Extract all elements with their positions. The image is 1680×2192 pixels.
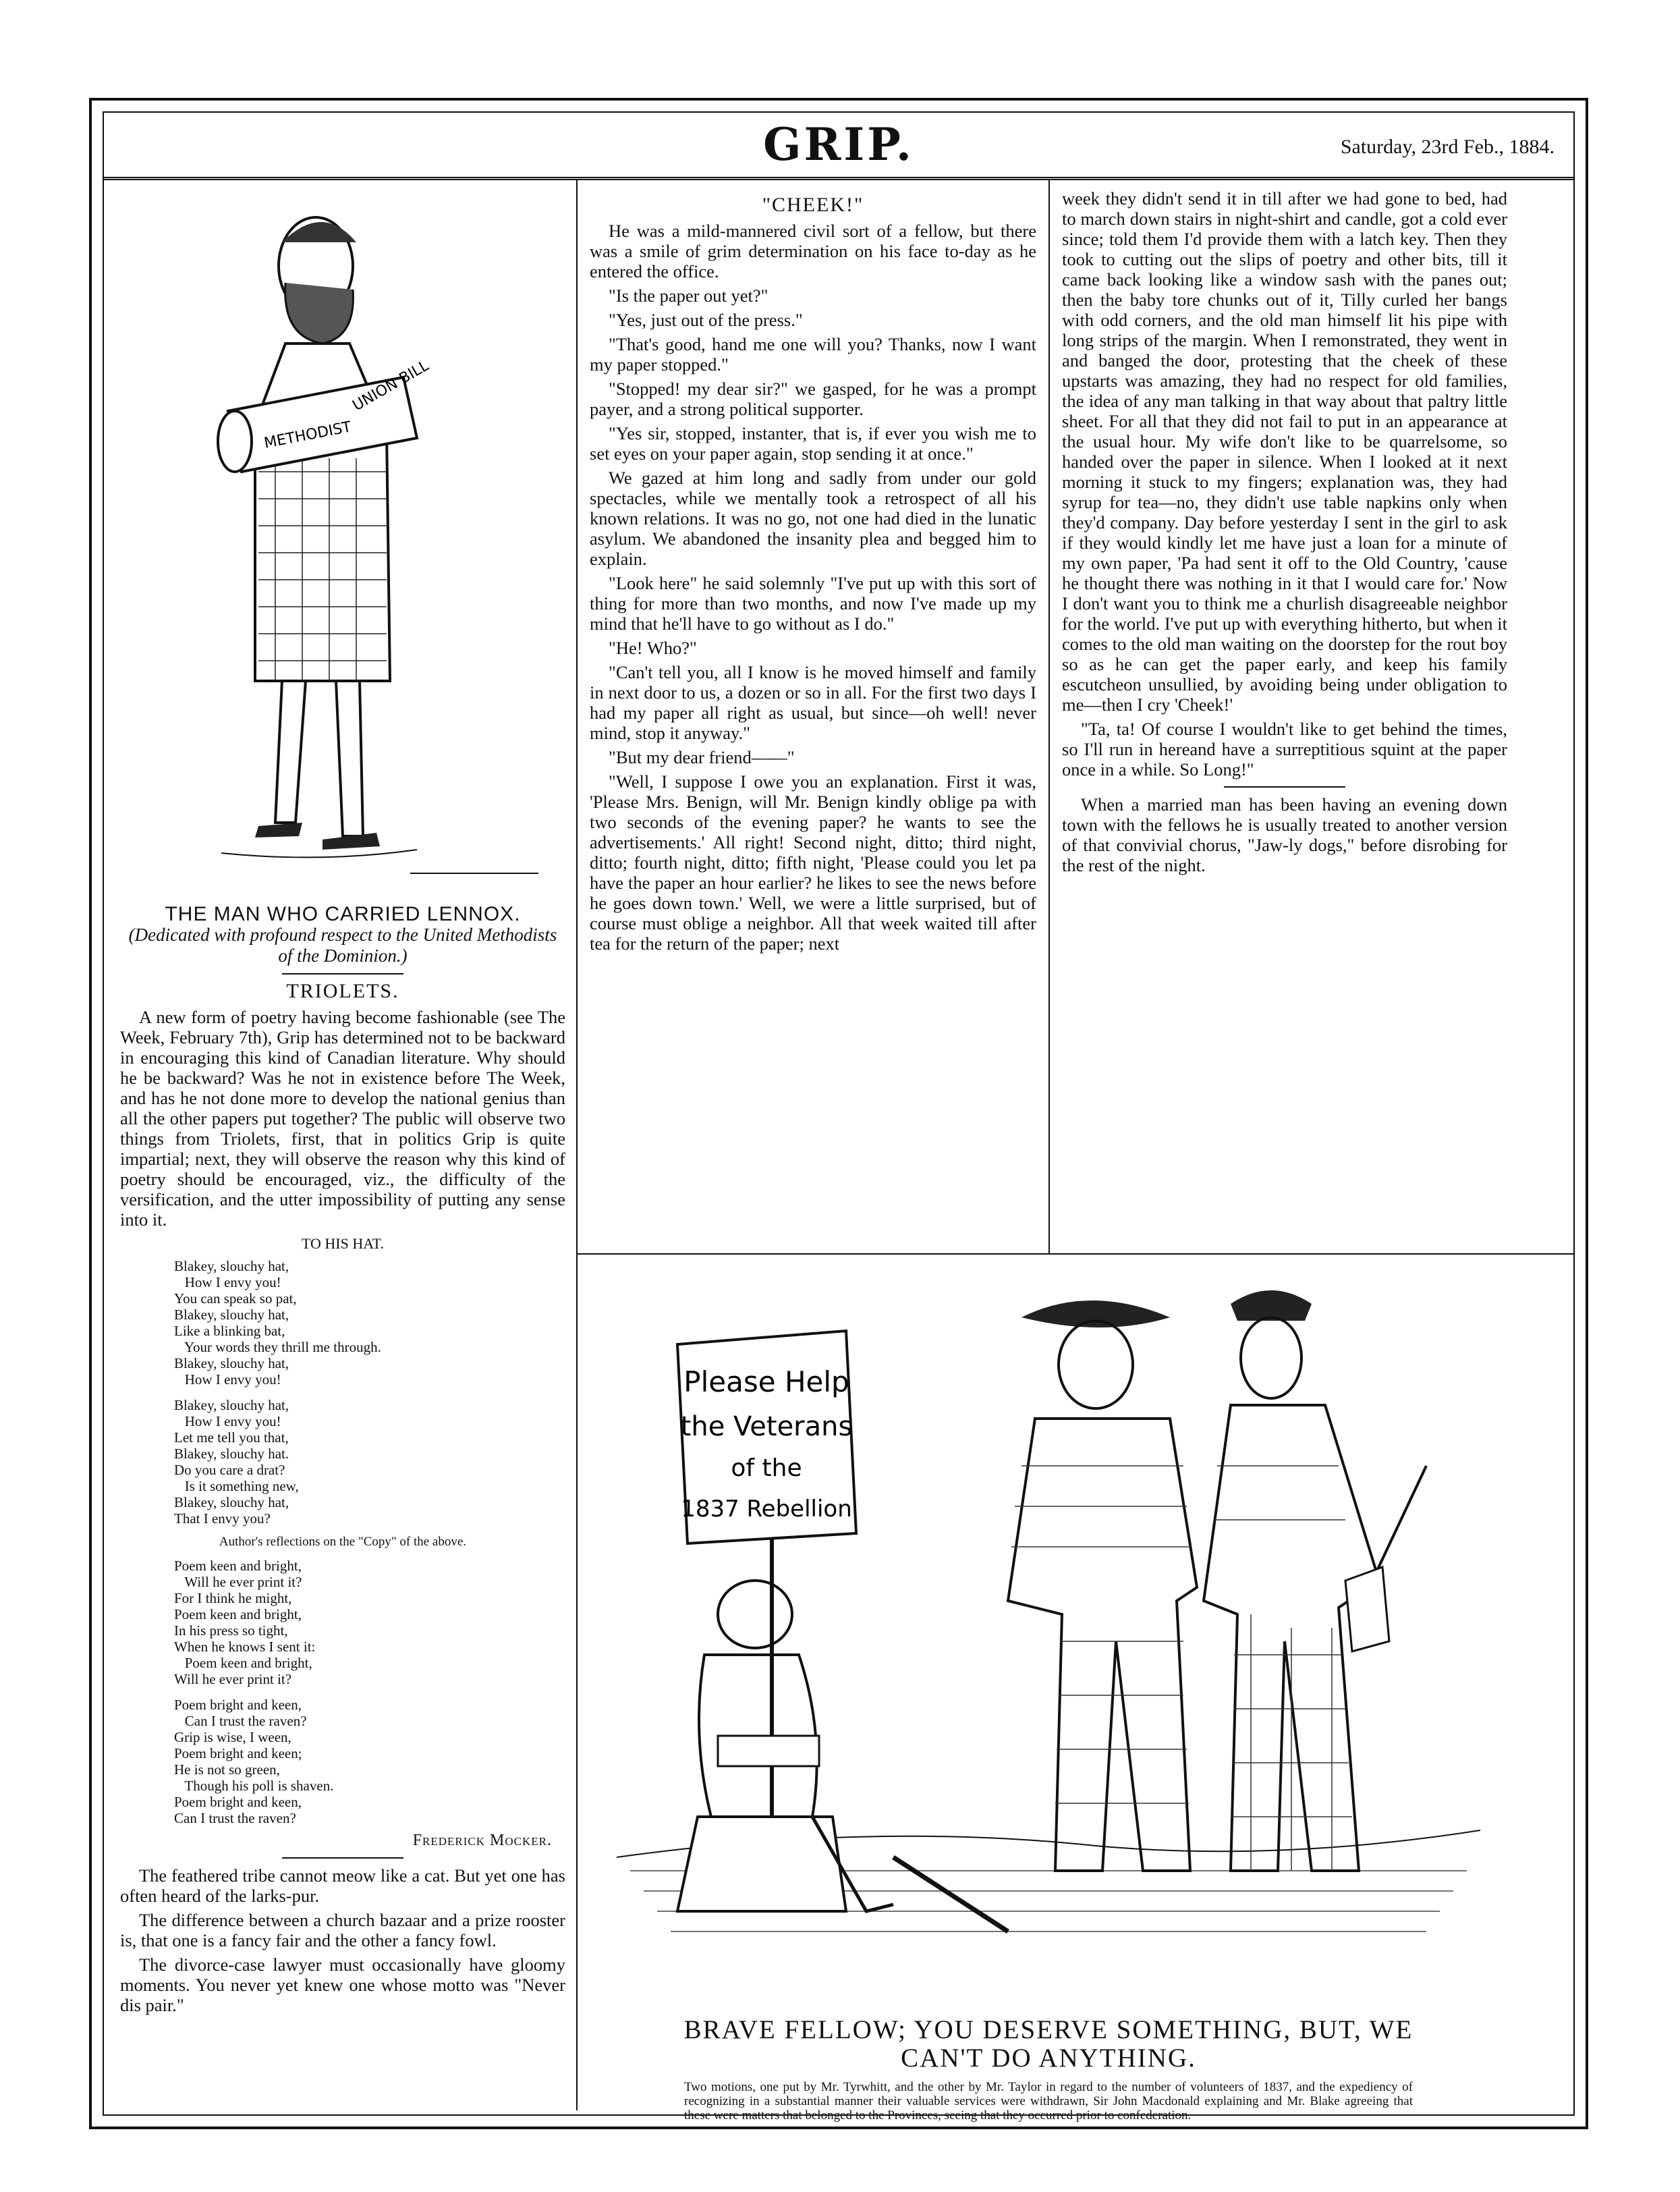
section-rule	[282, 1857, 403, 1859]
cartoon-caption-line-1: BRAVE FELLOW; YOU DESERVE SOMETHING, BUT, WE	[683, 2015, 1413, 2044]
poem-stanza-2	[174, 1397, 565, 1527]
column-divider-left	[576, 180, 578, 2110]
bundle-label-union-bill: UNION BILL	[349, 357, 432, 415]
triolets-intro: A new form of poetry having become fashionable (see The Week, February 7th), Grip has determined not to be backward in encouraging this kind of Canadian literature. Why should he be backward? Was he not in existence before The Week, and has he not done more to develop the national genius than all the other papers put together? The public will observe two things from Triolets, first, that in politics Grip is quite impartial; next, they will observe the reason why this kind of poetry should be encouraged, viz., the difficulty of the versification, and the utter impossibility of putting any sense into it.	[120, 1007, 565, 1230]
story-paragraph: He was a mild-mannered civil sort of a fellow, but there was a smile of grim determination on his face to-day as he entered the office.	[590, 221, 1036, 281]
joke-paragraph: The difference between a church bazaar and a prize rooster is, that one is a fancy fair and the other a fancy fowl.	[120, 1910, 565, 1950]
story-paragraph: "Yes, just out of the press."	[609, 310, 803, 330]
poem-line: Poem bright and keen,	[174, 1697, 302, 1713]
newspaper-page	[89, 98, 1588, 2129]
story-paragraph: "He! Who?"	[609, 638, 697, 658]
poem-line: Your words they thrill me through.	[174, 1339, 381, 1355]
masthead-title: GRIP.	[763, 118, 914, 171]
poem-line: Poem keen and bright,	[174, 1558, 302, 1574]
poem-line: Blakey, slouchy hat,	[174, 1494, 289, 1510]
poem-line: In his press so tight,	[174, 1622, 288, 1639]
poem-line: Blakey, slouchy hat,	[174, 1397, 289, 1413]
sign-line-3: of the	[731, 1454, 802, 1482]
story-paragraph: We gazed at him long and sadly from under our gold spectacles, while we mentally took a retrospect of all his known relations. It was no go, not one had died in the lunatic asylum. We abandoned the insanity plea and begged him to explain.	[590, 468, 1036, 569]
lennox-illustration	[120, 188, 565, 900]
poem-line: Though his poll is shaven.	[174, 1778, 334, 1794]
poem-line: Blakey, slouchy hat.	[174, 1446, 289, 1462]
poem-line: How I envy you!	[174, 1371, 281, 1388]
story-paragraph: "Look here" he said solemnly "I've put up with this sort of thing for more than two months, and now I've made up my mind that he'll have to go without as I do."	[590, 573, 1036, 634]
left-column	[120, 188, 565, 2019]
poem-line: When he knows I sent it:	[174, 1639, 316, 1655]
poem-line: You can speak so pat,	[174, 1290, 297, 1307]
bundle-label-methodist: METHODIST	[262, 418, 353, 452]
masthead-rule	[104, 177, 1573, 180]
story-paragraph: "But my dear friend——"	[609, 747, 795, 767]
poem-signature: Frederick Mocker.	[412, 1832, 552, 1849]
poem-line: For I think he might,	[174, 1590, 292, 1606]
poem-stanza-1	[174, 1258, 565, 1388]
veterans-cartoon	[590, 1263, 1507, 2006]
illustration-caption-subtitle: (Dedicated with profound respect to the United Methodists of the Dominion.)	[128, 925, 557, 966]
poem-line: Poem keen and bright,	[174, 1655, 312, 1671]
poem-line: He is not so green,	[174, 1761, 280, 1778]
column-divider-right	[1048, 180, 1050, 1253]
poem-line: Do you care a drat?	[174, 1462, 285, 1478]
story-paragraph: "Stopped! my dear sir?" we gasped, for he was a prompt payer, and a strong political supporter.	[590, 379, 1036, 419]
poem-line: Will he ever print it?	[174, 1671, 292, 1687]
poem-line: Poem bright and keen;	[174, 1745, 302, 1761]
poem-stanza-4	[174, 1697, 565, 1826]
poem-line: Let me tell you that,	[174, 1429, 289, 1446]
page-inner-frame	[103, 111, 1575, 2122]
sign-line-4: 1837 Rebellion	[681, 1496, 852, 1523]
poem-author-note: Author's reflections on the "Copy" of the above.	[219, 1535, 467, 1549]
triolets-heading: TRIOLETS.	[286, 980, 399, 1002]
poem-line: Will he ever print it?	[174, 1574, 302, 1590]
poem-line: How I envy you!	[174, 1413, 281, 1429]
section-rule	[282, 973, 403, 975]
middle-column	[590, 188, 1036, 958]
sign-line-1: Please Help	[683, 1365, 849, 1398]
masthead	[104, 113, 1573, 177]
poem-stanza-3	[174, 1558, 565, 1687]
poem-line: Poem bright and keen,	[174, 1794, 302, 1810]
poem-line: Blakey, slouchy hat,	[174, 1258, 289, 1274]
poem-line: Can I trust the raven?	[174, 1713, 307, 1729]
poem-line: Blakey, slouchy hat,	[174, 1355, 289, 1371]
cartoon-caption-line-2: CAN'T DO ANYTHING.	[901, 2044, 1196, 2073]
poem-line: Can I trust the raven?	[174, 1810, 296, 1826]
masthead-date: Saturday, 23rd Feb., 1884.	[1340, 136, 1555, 158]
right-column	[1062, 188, 1507, 879]
story-paragraph: "Ta, ta! Of course I wouldn't like to get behind the times, so I'll run in hereand have a surreptitious squint at the paper once in a while. So Long!"	[1062, 719, 1507, 779]
story-paragraph: week they didn't send it in till after we had gone to bed, had to march down stairs in night-shirt and candle, got a cold ever since; told them I'd provide them with a latch key. Then they took to cutting out the slips of poetry and other bits, till it came back looking like a window sash with the panes out; then the baby tore chunks out of it, Tilly curled her bangs with odd corners, and the old man himself lit his pipe with long strips of the margin. When I remonstrated, they went in and banged the door, protesting that the cheek of these upstarts was amazing, they had no respect for old families, the idea of any man talking in that way about that paltry little sheet. For all that they did not fail to put in an appearance at the usual hour. My wife don't like to be quarrelsome, so handed over the paper in silence. When I looked at it next morning it stuck to my fingers; explanation was, they had syrup for tea—no, they didn't use table napkins only when they'd company. Day before yesterday I sent in the girl to ask if they would kindly let me have just a loan for a minute of my own paper, 'Pa had sent it off to the Old Country, 'cause he thought there was nothing in it that I would care for.' Now I don't want you to think me a churlish disagreeable neighbor for the world. I've put up with everything hitherto, but when it comes to the old man waiting on the doorstep for the rout boy so as he can get the paper early, and keep his family escutcheon unsullied, by avoiding being under obligation to me—then I cry 'Cheek!'	[1062, 188, 1507, 715]
poem-line: That I envy you?	[174, 1510, 271, 1527]
poem-line: Like a blinking bat,	[174, 1323, 285, 1339]
cartoon-top-rule	[576, 1253, 1573, 1255]
sign-line-2: the Veterans	[680, 1411, 853, 1442]
story-paragraph: "That's good, hand me one will you? Thanks, now I want my paper stopped."	[590, 334, 1036, 375]
joke-paragraph: The feathered tribe cannot meow like a cat. But yet one has often heard of the larks-pur.	[120, 1865, 565, 1906]
section-rule	[1224, 786, 1345, 788]
story-paragraph: "Well, I suppose I owe you an explanation. First it was, 'Please Mrs. Benign, will Mr. Benign kindly oblige pa with two seconds of the evening paper? he wants to see the advertisements.' All right! Second night, ditto; third night, ditto; fourth night, ditto; fifth night, 'Please could you let pa have the paper an hour earlier? he likes to see the news before he goes down town.' Well, we were a little surprised, but of course must oblige a neighbor. All that week waited till after tea for the return of the paper; next	[590, 771, 1036, 954]
cartoon-explanatory-note: Two motions, one put by Mr. Tyrwhitt, and the other by Mr. Taylor in regard to the number of volunteers of 1837, and the expediency of recognizing in a substantial manner their valuable services were withdrawn, Sir John Macdonald explaining and Mr. Blake agreeing that these were matters that belonged to the Provinces, seeing that they occurred prior to confederation.	[684, 2080, 1413, 2122]
story-paragraph: "Can't tell you, all I know is he moved himself and family in next door to us, a dozen or so in all. For the first two days I had my paper all right as usual, but since—oh well! never mind, stop it anyway."	[590, 662, 1036, 743]
poem-line: Is it something new,	[174, 1478, 299, 1494]
poem-line: Grip is wise, I ween,	[174, 1729, 291, 1745]
cartoon-caption	[590, 2016, 1507, 2073]
poem-line: How I envy you!	[174, 1274, 281, 1290]
cartoon-drawing	[590, 1263, 1507, 2006]
joke-paragraph: The divorce-case lawyer must occasionally have gloomy moments. You never yet knew one whose motto was "Never dis pair."	[120, 1954, 565, 2015]
story-paragraph: "Is the paper out yet?"	[609, 285, 768, 306]
poem-line: Poem keen and bright,	[174, 1606, 302, 1622]
cheek-heading: "CHEEK!"	[762, 194, 864, 216]
poem-line: Blakey, slouchy hat,	[174, 1307, 289, 1323]
illustration-caption-title: THE MAN WHO CARRIED LENNOX.	[165, 903, 521, 925]
story-paragraph: "Yes sir, stopped, instanter, that is, if ever you wish me to set eyes on your paper again, stop sending it at once."	[590, 423, 1036, 464]
joke-paragraph: When a married man has been having an evening down town with the fellows he is usually treated to another version of that convivial chorus, "Jaw-ly dogs," before disrobing for the rest of the night.	[1062, 794, 1507, 875]
poem-title: TO HIS HAT.	[301, 1235, 385, 1252]
